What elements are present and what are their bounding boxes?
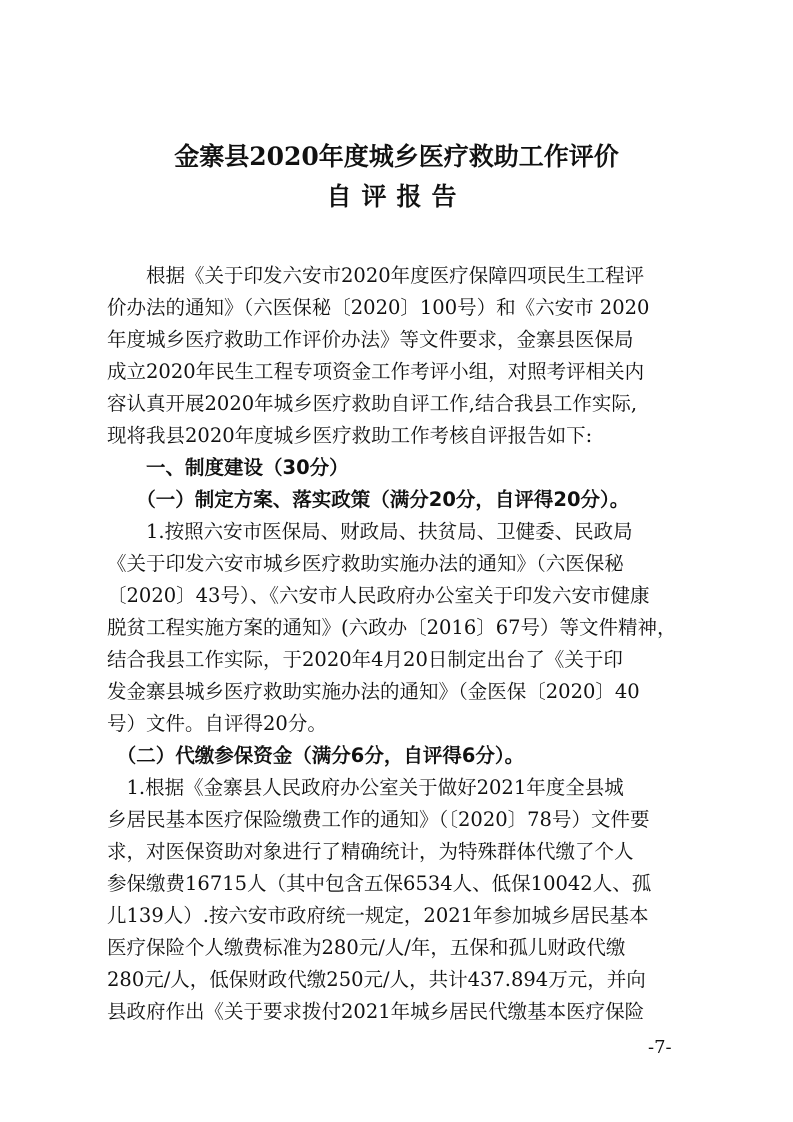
document-title: 金寨县2020年度城乡医疗救助工作评价 bbox=[174, 142, 619, 171]
body-line: 现将我县2020年度城乡医疗救助工作考核自评报告如下: bbox=[107, 424, 593, 447]
body-line: 县政府作出《关于要求拨付2021年城乡居民代缴基本医疗保险 bbox=[107, 1000, 645, 1023]
document-subtitle: 自评报告 bbox=[326, 182, 467, 211]
body-line: 〔2020〕43号）、《六安市人民政府办公室关于印发六安市健康 bbox=[107, 584, 650, 607]
body-line: 1.根据《金寨县人民政府办公室关于做好2021年度全县城 bbox=[107, 776, 624, 799]
body-line: 参保缴费16715人（其中包含五保6534人、低保10042人、孤 bbox=[107, 872, 652, 895]
body-line: 求，对医保资助对象进行了精确统计，为特殊群体代缴了个人 bbox=[107, 840, 634, 863]
body-line: 成立2020年民生工程专项资金工作考评小组，对照考评相关内 bbox=[107, 360, 645, 383]
body-line: 价办法的通知》（六医保秘〔2020〕100号）和《六安市 2020 bbox=[107, 296, 650, 319]
body-line: 年度城乡医疗救助工作评价办法》等文件要求，金寨县医保局 bbox=[107, 328, 634, 351]
body-line: 《关于印发六安市城乡医疗救助实施办法的通知》（六医保秘 bbox=[107, 552, 624, 575]
body-line: 号）文件。自评得20分。 bbox=[107, 712, 327, 735]
body-line: 结合我县工作实际，于2020年4月20日制定出台了《关于印 bbox=[107, 648, 623, 671]
body-line: 儿139人）.按六安市政府统一规定，2021年参加城乡居民基本 bbox=[107, 904, 649, 927]
body-line: 乡居民基本医疗保险缴费工作的通知》（〔2020〕78号）文件要 bbox=[107, 808, 650, 831]
body-line: 脱贫工程实施方案的通知》(六政办〔2016〕67号）等文件精神， bbox=[107, 616, 677, 639]
page-number: -7- bbox=[648, 1037, 672, 1058]
section-heading: 一、制度建设（30分） bbox=[107, 456, 349, 479]
body-line: 医疗保险个人缴费标准为280元/人/年，五保和孤儿财政代缴 bbox=[107, 936, 626, 959]
body-line: 1.按照六安市医保局、财政局、扶贫局、卫健委、民政局 bbox=[107, 520, 633, 543]
body-line: 发金寨县城乡医疗救助实施办法的通知》（金医保〔2020〕40 bbox=[107, 680, 640, 703]
subsection-heading: （一）制定方案、落实政策（满分20分，自评得20分）。 bbox=[107, 488, 630, 511]
body-line: 280元/人，低保财政代缴250元/人，共计437.894万元，并向 bbox=[107, 968, 646, 991]
body-line: 根据《关于印发六安市2020年度医疗保障四项民生工程评 bbox=[107, 264, 645, 287]
subsection-heading: （二）代缴参保资金（满分6分，自评得6分）。 bbox=[107, 744, 525, 767]
body-line: 容认真开展2020年城乡医疗救助自评工作,结合我县工作实际, bbox=[107, 392, 638, 415]
